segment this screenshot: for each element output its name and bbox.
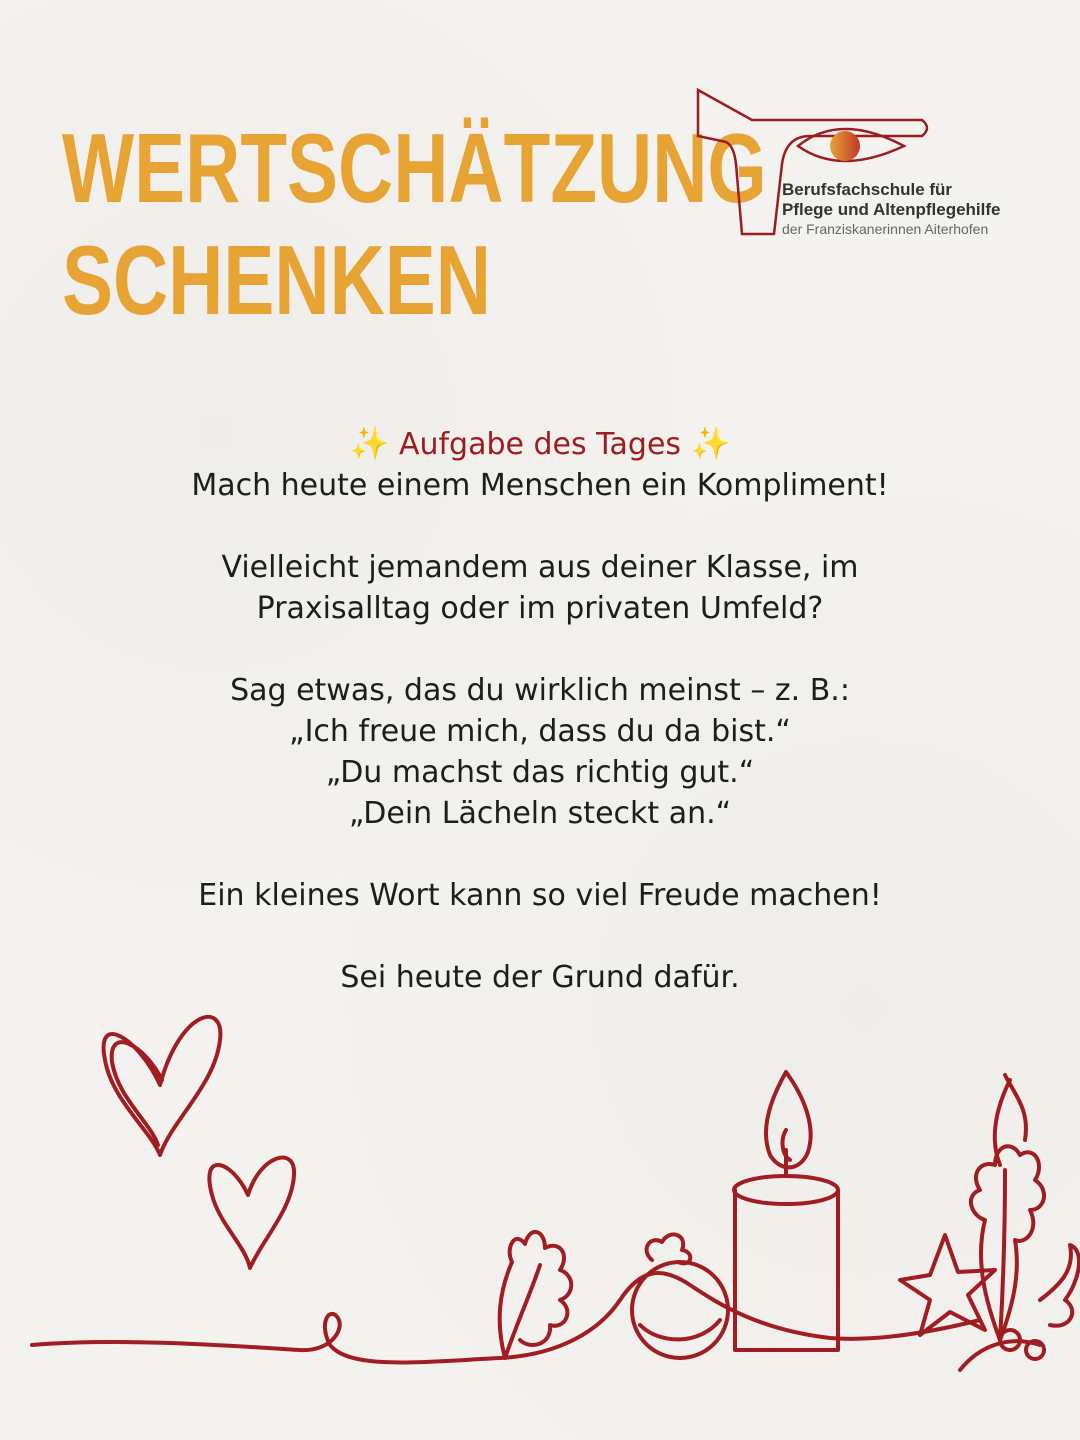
closing-line: Ein kleines Wort kann so viel Freude machen! xyxy=(198,878,882,913)
task-card xyxy=(90,423,990,998)
title-line-1: WERTSCHÄTZUNG xyxy=(62,113,767,223)
task-question-line-2: Praxisalltag oder im privaten Umfeld? xyxy=(256,591,824,626)
example-quote: „Ich freue mich, dass du da bist.“ xyxy=(289,714,791,749)
logo-school-subtitle: Pflege und Altenpflegehilfe xyxy=(782,200,1001,219)
page-title xyxy=(62,112,767,336)
sparkles-icon: ✨ xyxy=(690,424,731,462)
logo-order-name: der Franziskanerinnen Aiterhofen xyxy=(782,221,989,237)
school-logo xyxy=(690,84,1050,244)
task-heading-label: Aufgabe des Tages xyxy=(398,427,682,462)
task-intro: Mach heute einem Menschen ein Kompliment! xyxy=(191,468,889,503)
example-quote: „Dein Lächeln steckt an.“ xyxy=(348,796,732,831)
example-quote: „Du machst das richtig gut.“ xyxy=(325,755,755,790)
task-heading xyxy=(90,423,990,465)
sparkles-icon: ✨ xyxy=(349,424,390,462)
task-question-line-1: Vielleicht jemandem aus deiner Klasse, im xyxy=(221,550,859,585)
title-line-2: SCHENKEN xyxy=(62,225,491,335)
logo-school-name: Berufsfachschule für xyxy=(782,180,953,199)
examples-intro: Sag etwas, das du wirklich meinst – z. B.: xyxy=(230,673,850,708)
final-line: Sei heute der Grund dafür. xyxy=(340,960,740,995)
